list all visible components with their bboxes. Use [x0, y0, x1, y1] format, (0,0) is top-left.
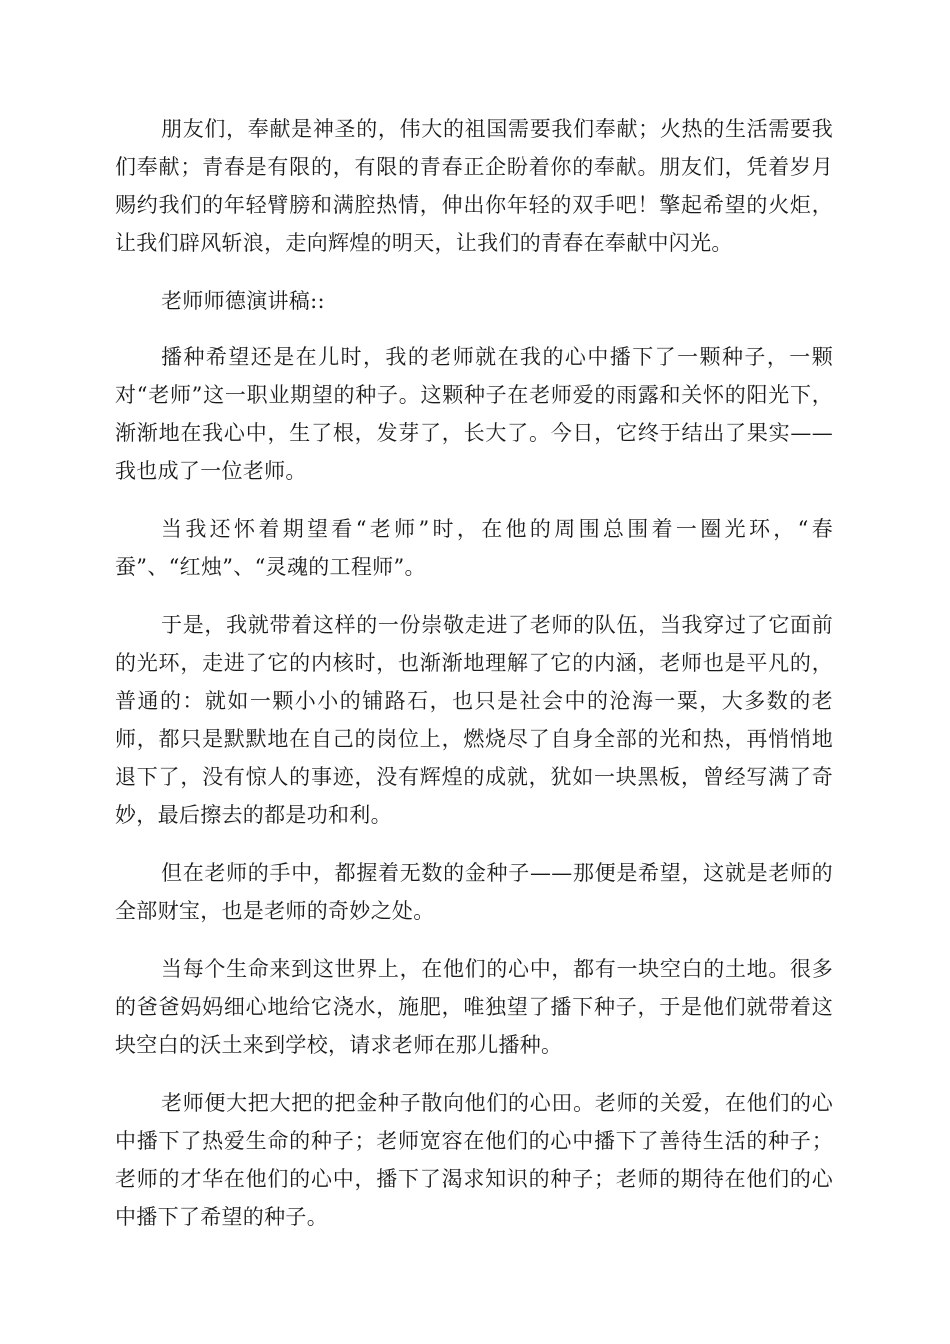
paragraph-blank-land: 当每个生命来到这世界上，在他们的心中，都有一块空白的土地。很多的爸爸妈妈细心地给它浇水，施肥，唯独望了播下种子，于是他们就带着这块空白的沃土来到学校，请求老师在那儿播种。 [115, 957, 833, 1057]
paragraph-scatter-seeds: 老师便大把大把的把金种子散向他们的心田。老师的关爱，在他们的心中播下了热爱生命的种子；老师宽容在他们的心中播下了善待生活的种子；老师的才华在他们的心中，播下了渴求知识的种子；老师的期待在他们的心中播下了希望的种子。 [115, 1091, 833, 1229]
paragraph-golden-seeds: 但在老师的手中，都握着无数的金种子——那便是希望，这就是老师的全部财宝，也是老师的奇妙之处。 [115, 861, 833, 923]
paragraph-ordinary: 于是，我就带着这样的一份崇敬走进了老师的队伍，当我穿过了它面前的光环，走进了它的内核时，也渐渐地理解了它的内涵，老师也是平凡的，普通的：就如一颗小小的铺路石，也只是社会中的沧海一粟，大多数的老师，都只是默默地在自己的岗位上，燃烧尽了自身全部的光和热，再悄悄地退下了，没有惊人的事迹，没有辉煌的成就，犹如一块黑板，曾经写满了奇妙，最后擦去的都是功和利。 [115, 613, 833, 827]
document-page [115, 110, 833, 1256]
section-title: 老师师德演讲稿:: [161, 289, 325, 313]
paragraph-halo: 当我还怀着期望看“老师”时，在他的周围总围着一圈光环，“春蚕”、“红烛”、“灵魂的工程师”。 [115, 517, 833, 579]
paragraph-sowing-hope: 播种希望还是在儿时，我的老师就在我的心中播下了一颗种子，一颗对“老师”这一职业期望的种子。这颗种子在老师爱的雨露和关怀的阳光下，渐渐地在我心中，生了根，发芽了，长大了。今日，它终于结出了果实——我也成了一位老师。 [115, 345, 833, 483]
paragraph-dedication: 朋友们，奉献是神圣的，伟大的祖国需要我们奉献；火热的生活需要我们奉献；青春是有限的，有限的青春正企盼着你的奉献。朋友们，凭着岁月赐约我们的年轻臂膀和满腔热情，伸出你年轻的双手吧！擎起希望的火炬，让我们辟风斩浪，走向辉煌的明天，让我们的青春在奉献中闪光。 [115, 117, 833, 255]
